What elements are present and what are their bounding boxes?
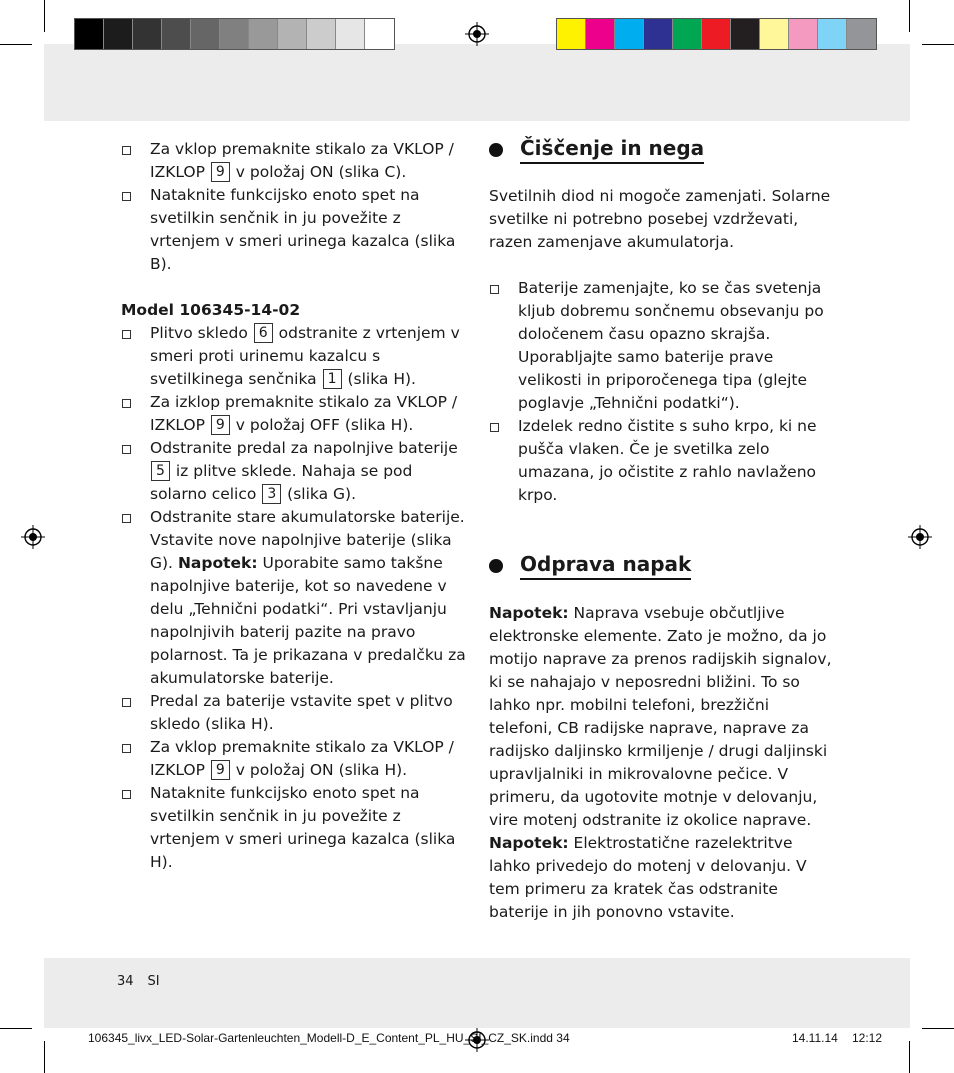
section-heading-care: Čiščenje in nega bbox=[489, 135, 834, 164]
crop-mark bbox=[922, 44, 954, 45]
reference-number: 9 bbox=[211, 162, 230, 182]
reference-number: 5 bbox=[151, 461, 170, 481]
note-paragraph: Napotek: Naprava vsebuje občutljive elektronske elemente. Zato je možno, da jo motijo naprave za prenos radijskih signalov, ki se nahajajo v neposredni bližini. To so lahko npr. mobilni telefoni, brezžični telefoni, CB radijske naprave, naprave za radijsko daljinsko krmiljenje / drugi daljinski upravljalniki in mikrovalovne pečice. V primeru, da ugotovite motnje v delovanju, vire motenj odstranite iz okolice naprave. bbox=[489, 604, 832, 829]
color-swatch bbox=[162, 19, 191, 49]
note-paragraph: Napotek: Elektrostatične razelektritve lahko privedejo do motenj v delovanju. V tem primeru za kratek čas odstranite baterije in jih ponovno vstavite. bbox=[489, 834, 807, 921]
color-swatch bbox=[220, 19, 249, 49]
care-intro: Svetilnih diod ni mogoče zamenjati. Solarne svetilke ni potrebno posebej vzdrževati, razen zamenjave akumulatorja. bbox=[489, 187, 831, 251]
note-label: Napotek: bbox=[489, 604, 569, 622]
reference-number: 6 bbox=[254, 323, 273, 343]
page-number: 34 bbox=[117, 974, 134, 989]
reference-number: 9 bbox=[211, 760, 230, 780]
bullet-dot-icon bbox=[489, 143, 503, 157]
process-color-bar bbox=[556, 18, 877, 50]
list-item: Za vklop premaknite stikalo za VKLOP / IZKLOP 9 v položaj ON (slika H). bbox=[121, 736, 467, 782]
gray-color-bar bbox=[74, 18, 395, 50]
slug-time: 12:12 bbox=[852, 1031, 883, 1045]
color-swatch bbox=[75, 19, 104, 49]
color-swatch bbox=[307, 19, 336, 49]
list-item: Odstranite predal za napolnjive baterije 5 iz plitve sklede. Nahaja se pod solarno celico 3 (slika G). bbox=[121, 437, 467, 506]
slug-date: 14.11.14 bbox=[792, 1031, 838, 1045]
crop-mark bbox=[909, 1041, 910, 1073]
list-item: Za izklop premaknite stikalo za VKLOP / IZKLOP 9 v položaj OFF (slika H). bbox=[121, 391, 467, 437]
color-swatch bbox=[615, 19, 644, 49]
color-swatch bbox=[673, 19, 702, 49]
color-swatch bbox=[557, 19, 586, 49]
note-label: Napotek: bbox=[489, 834, 569, 852]
color-swatch bbox=[336, 19, 365, 49]
crop-mark bbox=[44, 1041, 45, 1073]
slug-filename: 106345_livx_LED-Solar-Gartenleuchten_Modell-D_E_Content_PL_HU_SI_CZ_SK.indd 34 bbox=[88, 1031, 570, 1045]
bullet-dot-icon bbox=[489, 559, 503, 573]
left-column bbox=[121, 138, 467, 874]
crop-mark bbox=[922, 1028, 954, 1029]
list-item: Izdelek redno čistite s suho krpo, ki ne pušča vlaken. Če je svetilka zelo umazana, jo očistite z rahlo navlaženo krpo. bbox=[489, 415, 834, 507]
page-footer bbox=[117, 974, 160, 989]
color-swatch bbox=[365, 19, 394, 49]
reference-number: 1 bbox=[323, 369, 342, 389]
color-swatch bbox=[586, 19, 615, 49]
list-item: Baterije zamenjajte, ko se čas svetenja kljub dobremu sončnemu obsevanju po določenem času opazno skrajša. Uporabljajte samo baterije prave velikosti in priporočenega tipa (glejte poglavje „Tehnični podatki“). bbox=[489, 277, 834, 415]
reference-number: 3 bbox=[262, 484, 281, 504]
section-heading-troubleshooting: Odprava napak bbox=[489, 551, 834, 580]
note-label: Napotek: bbox=[177, 554, 258, 572]
color-swatch bbox=[278, 19, 307, 49]
color-swatch bbox=[133, 19, 162, 49]
list-item: Nataknite funkcijsko enoto spet na svetilkin senčnik in ju povežite z vrtenjem v smeri urinega kazalca (slika H). bbox=[121, 782, 467, 874]
list-item: Predal za baterije vstavite spet v plitvo skledo (slika H). bbox=[121, 690, 467, 736]
language-code: SI bbox=[147, 974, 160, 989]
footer-band bbox=[44, 958, 910, 1028]
crop-mark bbox=[44, 0, 45, 32]
list-item: Za vklop premaknite stikalo za VKLOP / IZKLOP 9 v položaj ON (slika C). bbox=[121, 138, 467, 184]
color-swatch bbox=[644, 19, 673, 49]
color-swatch bbox=[847, 19, 876, 49]
registration-mark-icon bbox=[908, 525, 932, 549]
right-column bbox=[489, 135, 834, 924]
list-item: Odstranite stare akumulatorske baterije. Vstavite nove napolnjive baterije (slika G). Napotek: Uporabite samo takšne napolnjive baterije, kot so navedene v delu „Tehnični podatki“. Pri vstavljanju napolnjivih baterij pazite na pravo polarnost. Ta je prikazana v predalčku za akumulatorske baterije. bbox=[121, 506, 467, 690]
registration-mark-icon bbox=[21, 525, 45, 549]
header-band bbox=[44, 44, 910, 121]
color-swatch bbox=[702, 19, 731, 49]
list-item: Nataknite funkcijsko enoto spet na svetilkin senčnik in ju povežite z vrtenjem v smeri urinega kazalca (slika B). bbox=[121, 184, 467, 276]
color-swatch bbox=[731, 19, 760, 49]
model-heading: Model 106345-14-02 bbox=[121, 301, 301, 319]
color-swatch bbox=[249, 19, 278, 49]
list-item: Plitvo skledo 6 odstranite z vrtenjem v smeri proti urinemu kazalcu s svetilkinega senčnika 1 (slika H). bbox=[121, 322, 467, 391]
registration-mark-icon bbox=[465, 22, 489, 46]
color-swatch bbox=[104, 19, 133, 49]
color-swatch bbox=[191, 19, 220, 49]
crop-mark bbox=[0, 1028, 32, 1029]
color-swatch bbox=[818, 19, 847, 49]
color-swatch bbox=[789, 19, 818, 49]
reference-number: 9 bbox=[211, 415, 230, 435]
color-swatch bbox=[760, 19, 789, 49]
crop-mark bbox=[0, 44, 32, 45]
crop-mark bbox=[909, 0, 910, 32]
